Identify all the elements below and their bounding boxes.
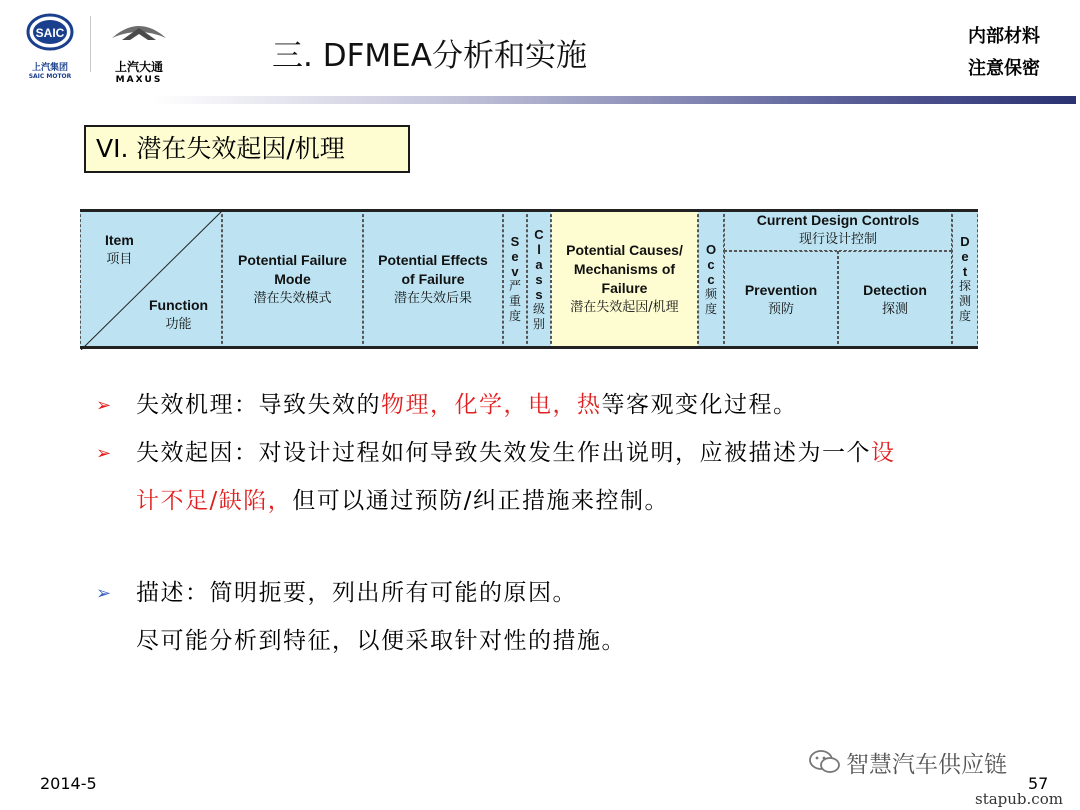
page-number: 57 <box>1028 774 1049 793</box>
wechat-icon <box>808 748 842 776</box>
bullet-failure-cause: 失效起因：对设计过程如何导致失效发生作出说明，应被描述为一个设 <box>136 440 896 466</box>
site-watermark: stapub.com <box>975 790 1063 808</box>
saic-logo-en: SAIC MOTOR <box>28 73 72 80</box>
cell-class: C l a s s 级别 <box>527 209 551 349</box>
svg-text:SAIC: SAIC <box>35 26 65 40</box>
cell-detection: Detection 探测 <box>838 251 952 349</box>
bullet-arrow-icon: ➢ <box>96 583 112 604</box>
maxus-logo <box>100 12 178 85</box>
cell-occurrence: O c c 频度 <box>698 209 724 349</box>
bullet-failure-cause-cont: 计不足/缺陷，但可以通过预防/纠正措施来控制。 <box>136 488 669 514</box>
bullet-arrow-icon: ➢ <box>96 395 112 416</box>
bullet-failure-mechanism: 失效机理：导致失效的物理，化学，电，热等客观变化过程。 <box>136 392 798 418</box>
maxus-logo-cn: 上汽大通 <box>114 60 163 74</box>
cell-detection-rating: D e t 探测度 <box>952 209 978 349</box>
maxus-logo-en: MAXUS <box>115 75 163 85</box>
cell-current-controls: Current Design Controls 现行设计控制 <box>724 209 952 251</box>
saic-logo-cn: 上汽集团 <box>31 63 68 73</box>
cell-severity: S e v 严重度 <box>503 209 527 349</box>
cell-failure-causes: Potential Causes/ Mechanisms of Failure 潜在失效起因/机理 <box>551 209 698 349</box>
function-label: Function 功能 <box>149 297 209 332</box>
confidential-label-2: 注意保密 <box>968 58 1040 79</box>
bullet-description-cont: 尽可能分析到特征，以便采取针对性的措施。 <box>136 628 626 654</box>
cell-item-function <box>80 209 222 349</box>
cell-failure-mode: Potential Failure Mode 潜在失效模式 <box>222 209 363 349</box>
saic-logo <box>22 12 78 80</box>
watermark-text: 智慧汽车供应链 <box>846 752 1007 778</box>
title-underline-bar <box>152 96 1076 104</box>
cell-failure-effects: Potential Effects of Failure 潜在失效后果 <box>363 209 503 349</box>
section-heading: VI. 潜在失效起因/机理 <box>84 125 410 173</box>
cell-prevention: Prevention 预防 <box>724 251 838 349</box>
item-label: Item 项目 <box>105 232 134 267</box>
bullet-arrow-icon: ➢ <box>96 443 112 464</box>
footer-date: 2014-5 <box>40 774 97 793</box>
fmea-header-table <box>80 209 978 349</box>
logo-divider <box>90 16 91 72</box>
bullet-description: 描述：简明扼要，列出所有可能的原因。 <box>136 580 577 606</box>
slide-title: 三. DFMEA分析和实施 <box>272 38 587 74</box>
confidential-label-1: 内部材料 <box>968 26 1040 47</box>
